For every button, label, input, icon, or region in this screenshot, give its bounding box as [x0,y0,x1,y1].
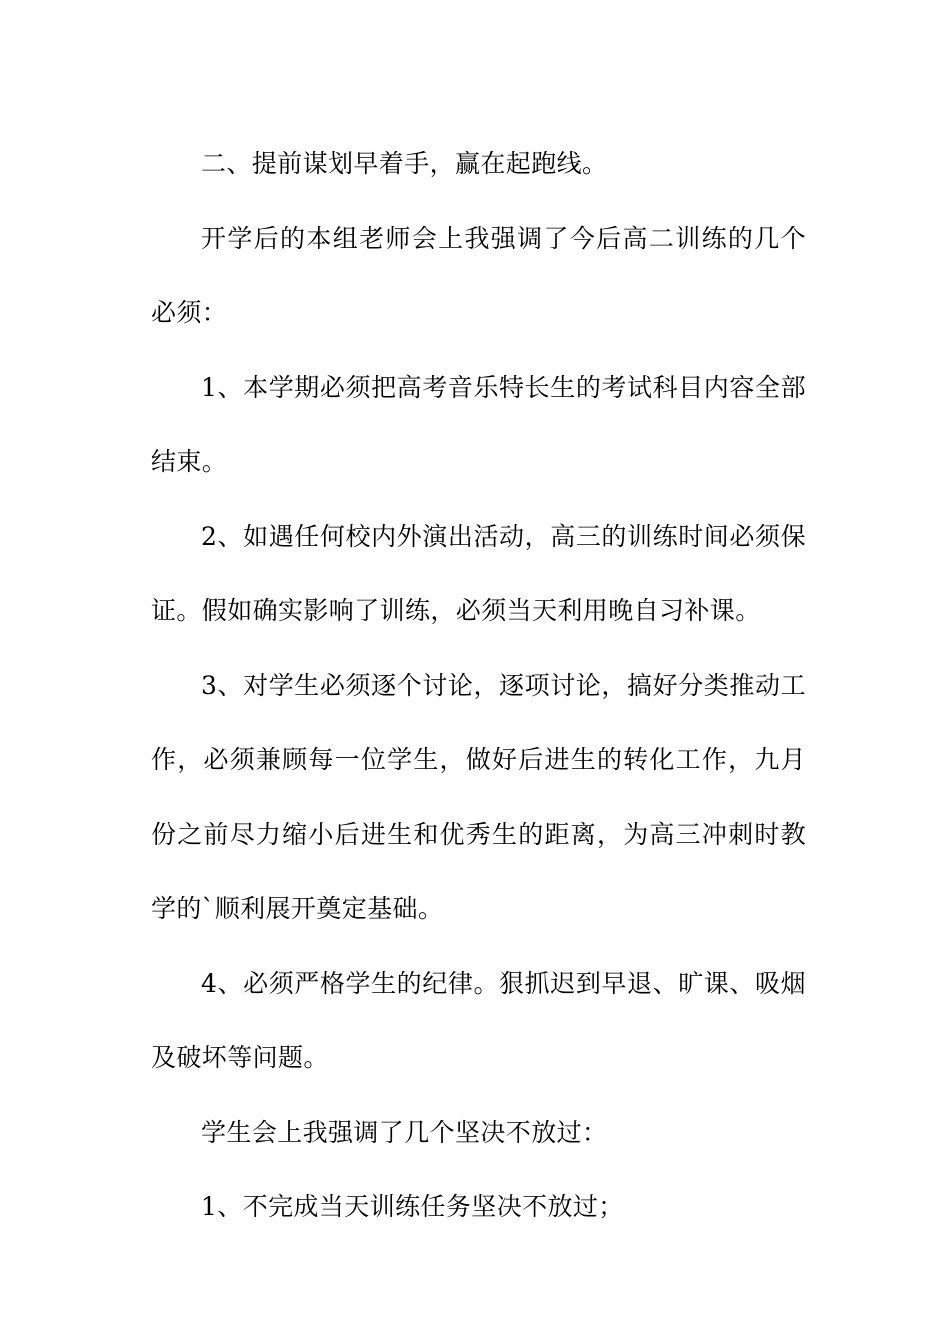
student-list-item-1: 1、不完成当天训练任务坚决不放过； [201,1192,624,1221]
list-item-4: 4、必须严格学生的纪律。狠抓迟到早退、旷课、吸烟及破坏等问题。 [151,968,806,1072]
list-item-3: 3、对学生必须逐个讨论，逐项讨论，搞好分类推动工作，必须兼顾每一位学生，做好后进生的转化工作，九月份之前尽力缩小后进生和优秀生的距离，为高三冲刺时教学的`顺利展开奠定基础。 [151,670,806,923]
intro-paragraph: 开学后的本组老师会上我强调了今后高二训练的几个必须： [151,223,806,327]
list-item-2: 2、如遇任何校内外演出活动，高三的训练时间必须保证。假如确实影响了训练，必须当天利用晚自习补课。 [151,521,806,625]
list-item-1: 1、本学期必须把高考音乐特长生的考试科目内容全部结束。 [151,372,806,476]
section-heading: 二、提前谋划早着手，赢在起跑线。 [201,149,608,178]
student-meeting-paragraph: 学生会上我强调了几个坚决不放过： [201,1117,608,1147]
document-page [151,127,806,1245]
